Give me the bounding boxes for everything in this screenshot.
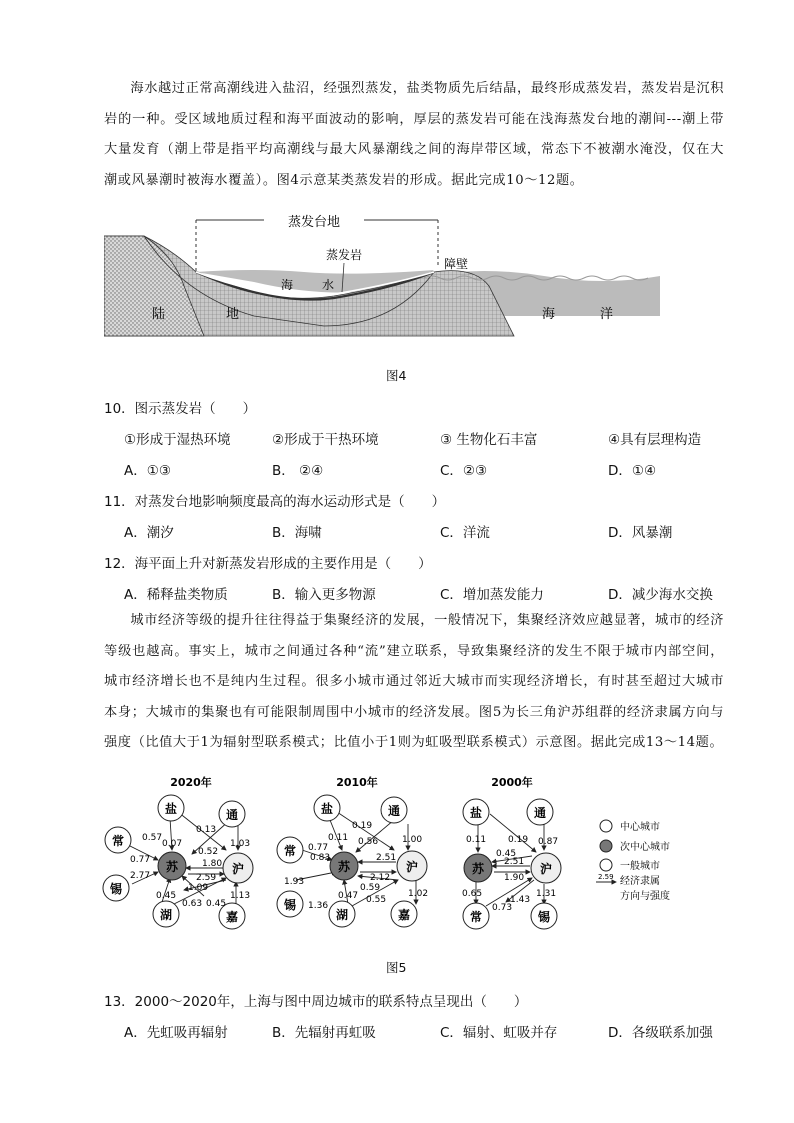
- v2010-12: 0.55: [366, 895, 387, 905]
- city-yan: 盐: [469, 806, 483, 820]
- q12-option-b[interactable]: B．输入更多物源: [272, 587, 376, 603]
- label-land2: 地: [226, 307, 240, 322]
- v2010-5: 0.83: [310, 853, 331, 863]
- q11-option-b[interactable]: B．海啸: [272, 525, 322, 541]
- q10-item-4: ④具有层理构造: [608, 432, 702, 448]
- city-xi: 锡: [283, 898, 297, 912]
- passage-urban-economy: 城市经济等级的提升往往得益于集聚经济的发展，一般情况下，集聚经济效应越显著，城市的经济等级也越高。事实上，城市之间通过各种“流”建立联系，导致集聚经济的发生不限于城市内部空间，城市经济增长也不是纯内生过程。很多小城市通过邻近大城市而实现经济增长，有时甚至超过大城市本身；大城市的集聚也有可能限制周围中小城市的经济发展。图5为长三角沪苏组群的经济隶属方向与强度（比值大于1为辐射型联系模式；比值小于1则为虹吸型联系模式）示意图。据此完成13～14题。: [104, 613, 724, 750]
- q13-option-a[interactable]: A．先虹吸再辐射: [124, 1025, 228, 1041]
- q10-option-d[interactable]: D．①④: [608, 463, 657, 479]
- v2020-6: 1.80: [202, 859, 223, 869]
- label-rock: 蒸发岩: [325, 248, 363, 262]
- q13-option-d[interactable]: D．各级联系加强: [608, 1025, 713, 1041]
- v2020-13: 1.13: [230, 891, 251, 901]
- v2000-2: 0.11: [466, 835, 487, 845]
- label-sea1: 海: [281, 278, 294, 292]
- v2010-7: 2.12: [370, 873, 391, 883]
- v2010-2: 0.11: [328, 833, 349, 843]
- city-tong: 通: [533, 806, 547, 820]
- q10-stem: 10．图示蒸发岩（ ）: [104, 401, 257, 417]
- q10-item-3: ③ 生物化石丰富: [440, 432, 538, 448]
- city-hu: 沪: [539, 862, 553, 876]
- label-barrier: 障壁: [443, 257, 469, 271]
- legend-direction: 方向与强度: [620, 891, 670, 902]
- legend-sample: 2.59: [598, 873, 614, 881]
- q11-option-a[interactable]: A．潮汐: [124, 525, 174, 541]
- q12-option-c[interactable]: C．增加蒸发能力: [440, 587, 544, 603]
- q10-item-2: ②形成于干热环境: [272, 432, 379, 448]
- city-chang: 常: [283, 844, 297, 858]
- v2010-0: 0.19: [352, 821, 373, 831]
- v2020-9: 1.09: [188, 883, 209, 893]
- v2020-3: 0.52: [198, 847, 219, 857]
- legend-affiliation: 经济隶属: [620, 876, 660, 887]
- city-tong: 通: [225, 808, 239, 822]
- q13-option-b[interactable]: B．先辐射再虹吸: [272, 1025, 376, 1041]
- v2020-12: 0.45: [206, 899, 227, 909]
- city-su: 苏: [471, 862, 485, 876]
- figure-4-caption: 图4: [386, 368, 407, 383]
- legend-general: 一般城市: [620, 861, 660, 872]
- q10-option-a[interactable]: A．①③: [124, 463, 171, 479]
- city-hu: 沪: [231, 862, 245, 876]
- year-2010: 2010年: [336, 776, 378, 789]
- q10-option-b[interactable]: B． ②④: [272, 463, 324, 479]
- label-ocean1: 海: [542, 307, 556, 322]
- q12-option-d[interactable]: D．减少海水交换: [608, 587, 713, 603]
- city-yan: 盐: [164, 802, 178, 816]
- q11-option-d[interactable]: D．风暴潮: [608, 525, 673, 541]
- panel-2000: [462, 775, 561, 929]
- q10-option-c[interactable]: C．②③: [440, 463, 488, 479]
- v2010-10: 0.47: [338, 891, 359, 901]
- v2020-1: 0.13: [196, 825, 217, 835]
- city-su: 苏: [165, 860, 179, 874]
- city-yan: 盐: [320, 802, 334, 816]
- v2020-10: 0.45: [156, 891, 177, 901]
- city-chang: 常: [111, 834, 125, 848]
- label-ocean2: 洋: [600, 307, 614, 322]
- city-jia: 嘉: [397, 908, 411, 922]
- legend-sub: 次中心城市: [620, 842, 670, 853]
- v2020-7: 2.77: [130, 871, 151, 881]
- v2010-4: 0.77: [308, 843, 329, 853]
- v2000-0: 0.19: [508, 835, 529, 845]
- v2020-8: 2.59: [196, 873, 217, 883]
- q13-stem: 13．2000～2020年，上海与图中周边城市的联系特点呈现出（ ）: [104, 994, 528, 1010]
- city-tong: 通: [387, 804, 401, 818]
- v2000-9: 1.31: [536, 889, 557, 899]
- v2000-1: 0.87: [538, 837, 559, 847]
- v2020-4: 1.03: [230, 839, 251, 849]
- legend-center: 中心城市: [620, 822, 660, 833]
- v2000-8: 1.43: [510, 895, 531, 905]
- v2000-4: 2.51: [504, 857, 525, 867]
- year-2000: 2000年: [491, 776, 533, 789]
- figure-5-city-links: [96, 772, 706, 940]
- year-2020: 2020年: [170, 776, 212, 789]
- city-chang: 常: [469, 910, 483, 924]
- label-sea2: 水: [322, 278, 335, 292]
- q12-option-a[interactable]: A．稀释盐类物质: [124, 587, 228, 603]
- v2010-1: 1.00: [402, 835, 423, 845]
- v2010-6: 2.51: [376, 853, 397, 863]
- figure-4-evaporite-diagram: [104, 206, 660, 342]
- v2000-6: 0.65: [462, 889, 483, 899]
- v2020-11: 0.63: [182, 899, 203, 909]
- city-su: 苏: [337, 860, 351, 874]
- legend: [596, 820, 670, 902]
- city-hu2: 湖: [335, 908, 349, 922]
- passage-evaporite: 海水越过正常高潮线进入盐沼，经强烈蒸发，盐类物质先后结晶，最终形成蒸发岩，蒸发岩是沉积岩的一种。受区域地质过程和海平面波动的影响，厚层的蒸发岩可能在浅海蒸发台地的潮间---潮上带大量发育（潮上带是指平均高潮线与最大风暴潮线之间的海岸带区域，常态下不被潮水淹没，仅在大潮或风暴潮时被海水覆盖）。图4示意某类蒸发岩的形成。据此完成10～12题。: [104, 81, 724, 188]
- panel-2010: [277, 775, 428, 927]
- v2000-7: 0.73: [492, 903, 513, 913]
- v2010-8: 1.93: [284, 877, 305, 887]
- v2010-11: 1.36: [308, 901, 329, 911]
- figure-5-caption: 图5: [386, 960, 407, 975]
- city-xi: 锡: [109, 882, 123, 896]
- q11-stem: 11．对蒸发台地影响频度最高的海水运动形式是（ ）: [104, 494, 446, 510]
- city-hu2: 湖: [159, 908, 173, 922]
- v2000-3: 0.45: [496, 849, 517, 859]
- v2010-3: 0.56: [358, 837, 379, 847]
- v2010-9: 0.59: [360, 883, 381, 893]
- q13-option-c[interactable]: C．辐射、虹吸并存: [440, 1025, 558, 1041]
- label-platform: 蒸发台地: [287, 215, 341, 230]
- city-xi: 锡: [537, 910, 551, 924]
- city-hu: 沪: [405, 860, 419, 874]
- label-land1: 陆: [152, 307, 166, 322]
- v2020-0: 0.57: [142, 833, 163, 843]
- panel-2020: [103, 775, 253, 929]
- v2010-13: 1.02: [408, 889, 429, 899]
- v2000-5: 1.90: [504, 873, 525, 883]
- q11-option-c[interactable]: C．洋流: [440, 525, 490, 541]
- v2020-2: 0.07: [162, 839, 183, 849]
- city-jia: 嘉: [225, 910, 239, 924]
- q10-item-1: ①形成于湿热环境: [124, 432, 231, 448]
- v2020-5: 0.77: [130, 855, 151, 865]
- q12-stem: 12．海平面上升对新蒸发岩形成的主要作用是（ ）: [104, 556, 432, 572]
